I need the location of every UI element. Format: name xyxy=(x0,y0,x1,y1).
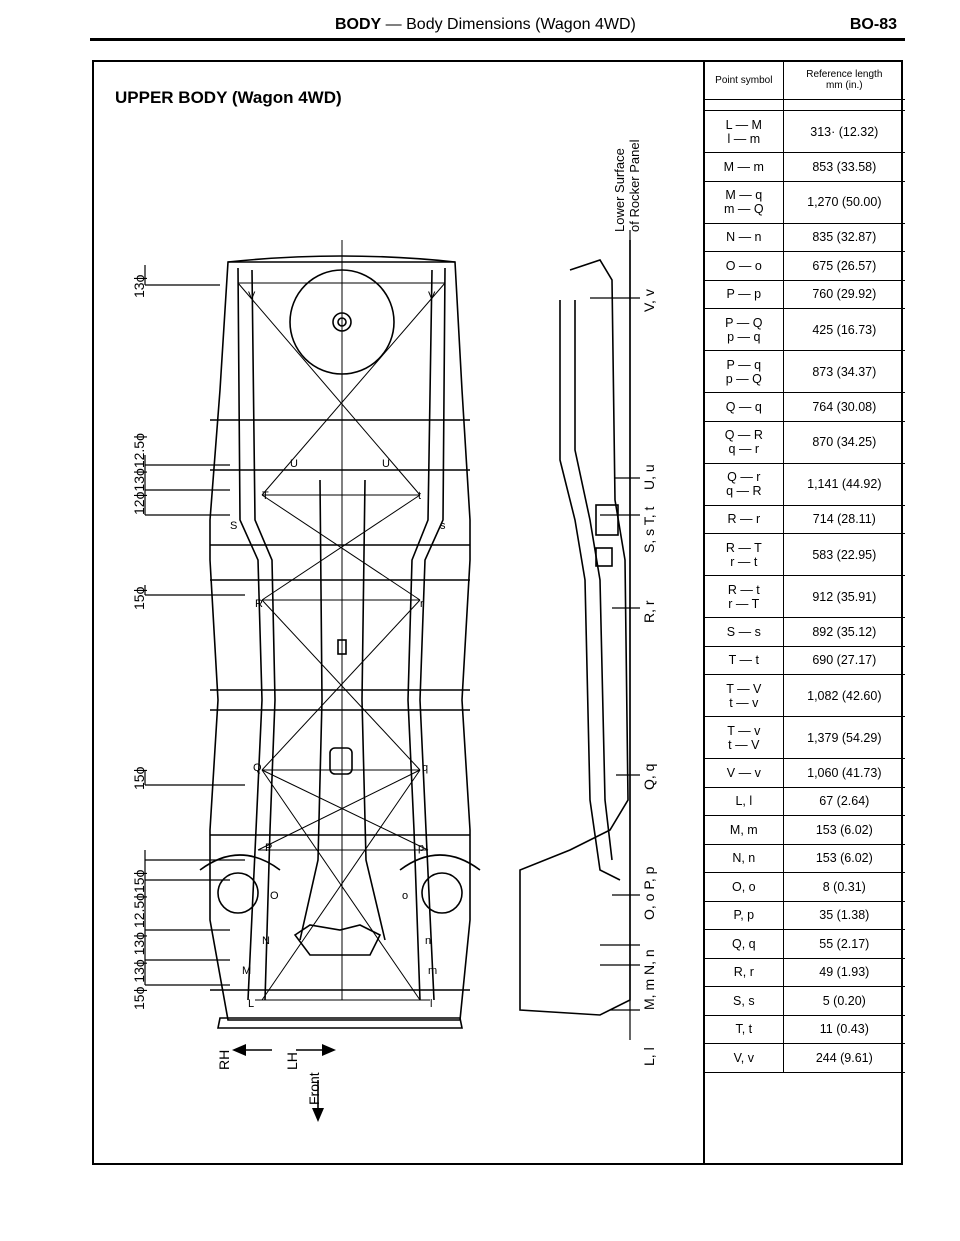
point-letter: Q xyxy=(253,762,262,774)
point-symbol-cell xyxy=(705,111,783,153)
point-letter: l xyxy=(430,998,433,1010)
table-spacer-row xyxy=(705,100,905,111)
point-symbol: t — V xyxy=(728,737,760,752)
point-symbol-cell xyxy=(705,873,783,902)
table-row xyxy=(705,816,905,845)
point-symbol: S, s xyxy=(733,993,755,1008)
side-label: Q, q xyxy=(641,763,657,790)
table-row xyxy=(705,393,905,422)
table-row xyxy=(705,675,905,717)
point-letter: o xyxy=(402,890,409,902)
table-row xyxy=(705,153,905,182)
lower-surface-label: Lower Surface of Rocker Panel xyxy=(612,139,642,232)
reference-length-cell: 67 (2.64) xyxy=(783,787,905,816)
hole-label: 15ϕ 13ϕ 13ϕ 12.5ϕ15ϕ xyxy=(131,869,147,1010)
rh-label: RH xyxy=(216,1049,232,1070)
reference-length-cell: 675 (26.57) xyxy=(783,252,905,281)
reference-length-cell: 313· (12.32) xyxy=(783,111,905,153)
point-symbol: M — q xyxy=(725,188,763,202)
point-symbol: M, m xyxy=(729,822,758,837)
reference-length-cell: 583 (22.95) xyxy=(783,534,905,576)
table-row xyxy=(705,111,905,153)
side-label: U, u xyxy=(641,464,657,490)
table-row xyxy=(705,618,905,647)
point-symbol-cell xyxy=(705,759,783,788)
point-symbol: N, n xyxy=(732,851,756,866)
side-label: S, s T, t xyxy=(641,506,657,553)
header-point-symbol: Point symbol xyxy=(705,61,783,100)
point-letter: O xyxy=(270,890,279,902)
reference-length-cell: 873 (34.37) xyxy=(783,351,905,393)
header-reference-length: Reference length mm (in.) xyxy=(783,61,905,100)
point-symbol: Q — q xyxy=(725,399,762,414)
point-letter: S xyxy=(230,520,238,532)
point-letter: p xyxy=(418,842,425,854)
point-symbol: T — t xyxy=(728,653,759,668)
point-symbol: R, r xyxy=(733,965,754,980)
table-row xyxy=(705,351,905,393)
point-symbol-cell xyxy=(705,816,783,845)
table-row xyxy=(705,787,905,816)
reference-length-cell: 1,082 (42.60) xyxy=(783,675,905,717)
reference-length-cell: 11 (0.43) xyxy=(783,1015,905,1044)
reference-length-cell: 870 (34.25) xyxy=(783,421,905,463)
point-symbol: V, v xyxy=(733,1050,754,1065)
point-symbol-cell xyxy=(705,309,783,351)
point-symbol-cell xyxy=(705,930,783,959)
point-letter: R xyxy=(255,598,263,610)
point-symbol-cell xyxy=(705,534,783,576)
point-symbol: P — Q xyxy=(725,315,763,330)
point-letter: L xyxy=(248,998,255,1010)
table-row xyxy=(705,901,905,930)
point-letter: T xyxy=(262,490,269,502)
point-symbol: m — Q xyxy=(724,202,764,216)
point-symbol: O — o xyxy=(725,258,762,273)
point-symbol-cell xyxy=(705,787,783,816)
reference-length-cell: 1,270 (50.00) xyxy=(783,181,905,223)
side-label: L, l xyxy=(641,1047,657,1066)
point-symbol-cell xyxy=(705,717,783,759)
point-symbol: M — m xyxy=(723,159,764,174)
table-row xyxy=(705,280,905,309)
reference-length-cell: 1,379 (54.29) xyxy=(783,717,905,759)
point-symbol-cell xyxy=(705,1015,783,1044)
reference-table-grid xyxy=(705,61,905,1073)
point-symbol-cell xyxy=(705,646,783,675)
table-row xyxy=(705,223,905,252)
point-symbol: Q — r xyxy=(727,470,761,484)
point-symbol-cell xyxy=(705,393,783,422)
table-row xyxy=(705,1015,905,1044)
point-symbol-cell xyxy=(705,901,783,930)
point-letter: V xyxy=(248,290,256,302)
table-row xyxy=(705,987,905,1016)
front-label: Front xyxy=(306,1072,322,1105)
reference-length-cell: 835 (32.87) xyxy=(783,223,905,252)
point-symbol-cell xyxy=(705,844,783,873)
header-title: BODY — Body Dimensions (Wagon 4WD) xyxy=(335,16,636,33)
side-label: R, r xyxy=(641,600,657,623)
reference-length-cell: 1,060 (41.73) xyxy=(783,759,905,788)
table-header-row xyxy=(705,61,905,100)
table-row xyxy=(705,252,905,281)
point-symbol-cell xyxy=(705,153,783,182)
table-row xyxy=(705,181,905,223)
point-symbol: S — s xyxy=(726,624,761,639)
reference-length-cell: 760 (29.92) xyxy=(783,280,905,309)
point-symbol-cell xyxy=(705,675,783,717)
hole-label: 15ϕ xyxy=(131,766,147,790)
point-symbol: Q — R xyxy=(724,428,763,442)
table-row xyxy=(705,463,905,505)
point-symbol: R — t xyxy=(727,582,760,597)
point-symbol: T, t xyxy=(735,1022,753,1037)
point-symbol: t — v xyxy=(729,695,759,710)
point-letter: t xyxy=(418,490,422,502)
table-row xyxy=(705,421,905,463)
reference-length-cell: 5 (0.20) xyxy=(783,987,905,1016)
table-row xyxy=(705,844,905,873)
point-symbol: r — T xyxy=(728,596,760,611)
point-letter: V xyxy=(428,290,436,302)
point-symbol: T — V xyxy=(726,681,762,696)
point-symbol-cell xyxy=(705,280,783,309)
hole-label: 13ϕ xyxy=(131,274,147,298)
point-symbol: V — v xyxy=(726,765,761,780)
point-symbol: N — n xyxy=(726,230,762,245)
point-symbol: P, p xyxy=(733,908,755,923)
point-symbol: L — M xyxy=(725,117,762,132)
point-symbol: L, l xyxy=(735,794,753,809)
table-row xyxy=(705,576,905,618)
reference-length-cell: 49 (1.93) xyxy=(783,958,905,987)
reference-length-cell: 764 (30.08) xyxy=(783,393,905,422)
point-symbol: l — m xyxy=(727,131,761,146)
table-row xyxy=(705,958,905,987)
reference-length-cell: 912 (35.91) xyxy=(783,576,905,618)
reference-length-cell: 1,141 (44.92) xyxy=(783,463,905,505)
table-row xyxy=(705,759,905,788)
table-row xyxy=(705,534,905,576)
point-symbol-cell xyxy=(705,181,783,223)
page-number: BO-83 xyxy=(849,16,897,33)
point-letter: M xyxy=(242,965,252,977)
point-letter: P xyxy=(265,842,273,854)
point-letter: r xyxy=(420,598,424,610)
point-symbol-cell xyxy=(705,505,783,534)
table-row xyxy=(705,717,905,759)
point-symbol-cell xyxy=(705,987,783,1016)
point-letter: q xyxy=(422,762,429,774)
point-letter: s xyxy=(440,520,446,532)
figure-title: UPPER BODY (Wagon 4WD) xyxy=(115,88,342,107)
point-symbol-cell xyxy=(705,1044,783,1073)
point-symbol-cell xyxy=(705,223,783,252)
reference-length-cell: 35 (1.38) xyxy=(783,901,905,930)
table-row xyxy=(705,646,905,675)
point-symbol: T — v xyxy=(727,723,761,738)
reference-length-cell: 8 (0.31) xyxy=(783,873,905,902)
point-letter: U xyxy=(290,458,298,470)
reference-length-cell: 55 (2.17) xyxy=(783,930,905,959)
point-symbol: R — r xyxy=(727,512,761,527)
reference-length-cell: 425 (16.73) xyxy=(783,309,905,351)
point-symbol: R — T xyxy=(725,540,762,555)
point-letter: n xyxy=(425,935,432,947)
side-label: V, v xyxy=(641,289,657,312)
reference-table xyxy=(703,61,905,1165)
table-row xyxy=(705,505,905,534)
table-row xyxy=(705,309,905,351)
hole-label: 12ϕ13ϕ12.5ϕ xyxy=(131,433,147,515)
point-symbol: r — t xyxy=(730,554,758,569)
point-letter: N xyxy=(262,935,270,947)
table-row xyxy=(705,1044,905,1073)
point-symbol: q — r xyxy=(728,442,760,456)
reference-length-cell: 853 (33.58) xyxy=(783,153,905,182)
point-symbol-cell xyxy=(705,576,783,618)
point-symbol: P — q xyxy=(726,357,762,372)
point-letter: m xyxy=(428,965,438,977)
point-symbol: p — Q xyxy=(725,371,762,386)
point-symbol: p — q xyxy=(727,329,761,344)
point-symbol-cell xyxy=(705,958,783,987)
point-symbol-cell xyxy=(705,252,783,281)
point-letter: U xyxy=(382,458,390,470)
lh-label: LH xyxy=(284,1052,300,1070)
point-symbol: O, o xyxy=(731,879,756,894)
reference-length-cell: 153 (6.02) xyxy=(783,816,905,845)
point-symbol-cell xyxy=(705,463,783,505)
table-row xyxy=(705,930,905,959)
point-symbol-cell xyxy=(705,421,783,463)
reference-length-cell: 892 (35.12) xyxy=(783,618,905,647)
hole-label: 15ϕ xyxy=(131,586,147,610)
reference-length-cell: 690 (27.17) xyxy=(783,646,905,675)
reference-length-cell: 153 (6.02) xyxy=(783,844,905,873)
point-symbol-cell xyxy=(705,351,783,393)
point-symbol: P — p xyxy=(726,287,762,302)
point-symbol: Q, q xyxy=(731,936,756,951)
table-row xyxy=(705,873,905,902)
reference-length-cell: 714 (28.11) xyxy=(783,505,905,534)
side-label: O, o P, p xyxy=(641,866,657,920)
reference-length-cell: 244 (9.61) xyxy=(783,1044,905,1073)
point-symbol: q — R xyxy=(726,484,762,498)
side-label: M, m N, n xyxy=(641,949,657,1010)
point-symbol-cell xyxy=(705,618,783,647)
